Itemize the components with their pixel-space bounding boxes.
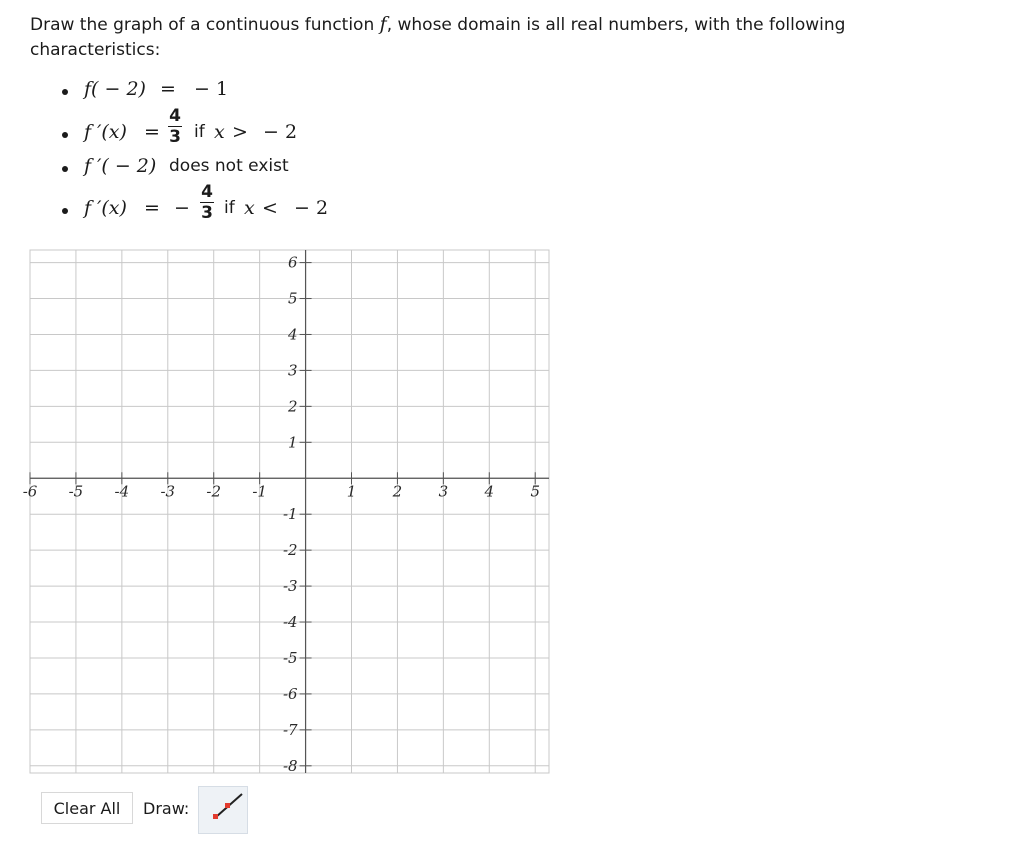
y-tick-label: -4 — [282, 613, 298, 632]
condition-sign: − — [174, 197, 190, 219]
condition-op: > — [232, 121, 248, 143]
y-tick-label: 1 — [288, 433, 298, 452]
x-tick-label: -5 — [68, 482, 84, 501]
condition-op: < — [262, 197, 278, 219]
x-tick-label: -4 — [114, 482, 130, 501]
icon-endpoint — [213, 814, 218, 819]
condition-var: x — [244, 197, 255, 219]
y-tick-label: 2 — [288, 397, 298, 416]
x-tick-label: -1 — [252, 482, 267, 501]
prompt-text-before: Draw the graph of a continuous function — [30, 15, 380, 35]
condition-equals: = — [144, 197, 160, 219]
fraction-numerator: 4 — [201, 182, 213, 202]
y-tick-label: -1 — [282, 505, 298, 524]
y-tick-label: -6 — [282, 684, 298, 703]
condition-if: if — [194, 122, 205, 142]
condition-equals: = — [160, 78, 176, 100]
x-tick-label: 2 — [392, 482, 403, 501]
condition-bound: − 2 — [294, 197, 329, 219]
y-tick-label: -8 — [282, 756, 298, 775]
condition-bound: − 2 — [263, 121, 298, 143]
condition-equals: = — [144, 121, 160, 143]
icon-midpoint — [225, 803, 230, 808]
fraction-denominator: 3 — [201, 203, 213, 223]
line-tool-button[interactable] — [198, 786, 248, 834]
x-tick-label: -2 — [206, 482, 222, 501]
x-tick-label: 5 — [530, 482, 540, 501]
y-tick-label: 3 — [288, 361, 298, 380]
x-tick-label: 1 — [346, 482, 357, 501]
condition-lhs: f( − 2) — [84, 78, 146, 100]
condition-text: does not exist — [169, 156, 289, 176]
x-tick-label: 4 — [484, 482, 495, 501]
y-tick-label: 6 — [288, 253, 298, 272]
fraction-numerator: 4 — [169, 106, 181, 126]
x-tick-label: -6 — [22, 482, 38, 501]
x-tick-label: 3 — [438, 482, 449, 501]
condition-rhs: − 1 — [194, 78, 229, 100]
condition-if: if — [224, 198, 235, 218]
clear-all-button[interactable]: Clear All — [41, 792, 133, 824]
fraction-denominator: 3 — [169, 127, 181, 147]
condition-lhs: f ′(x) — [84, 197, 127, 219]
draw-label: Draw: — [143, 799, 190, 818]
condition-lhs: f ′( − 2) — [84, 155, 157, 177]
y-tick-label: -7 — [282, 720, 298, 739]
y-tick-label: 5 — [288, 289, 298, 308]
condition-var: x — [214, 121, 225, 143]
x-tick-label: -3 — [160, 482, 176, 501]
prompt-function-name: f — [379, 13, 387, 35]
y-tick-label: -5 — [282, 648, 298, 667]
y-tick-label: -3 — [282, 577, 298, 596]
y-tick-label: 4 — [288, 325, 298, 344]
prompt-text-after: , whose domain is all real numbers, with the following characteristics: — [30, 15, 846, 60]
condition-lhs: f ′(x) — [84, 121, 127, 143]
y-tick-label: -2 — [282, 541, 298, 560]
line-segment-icon — [199, 787, 249, 835]
